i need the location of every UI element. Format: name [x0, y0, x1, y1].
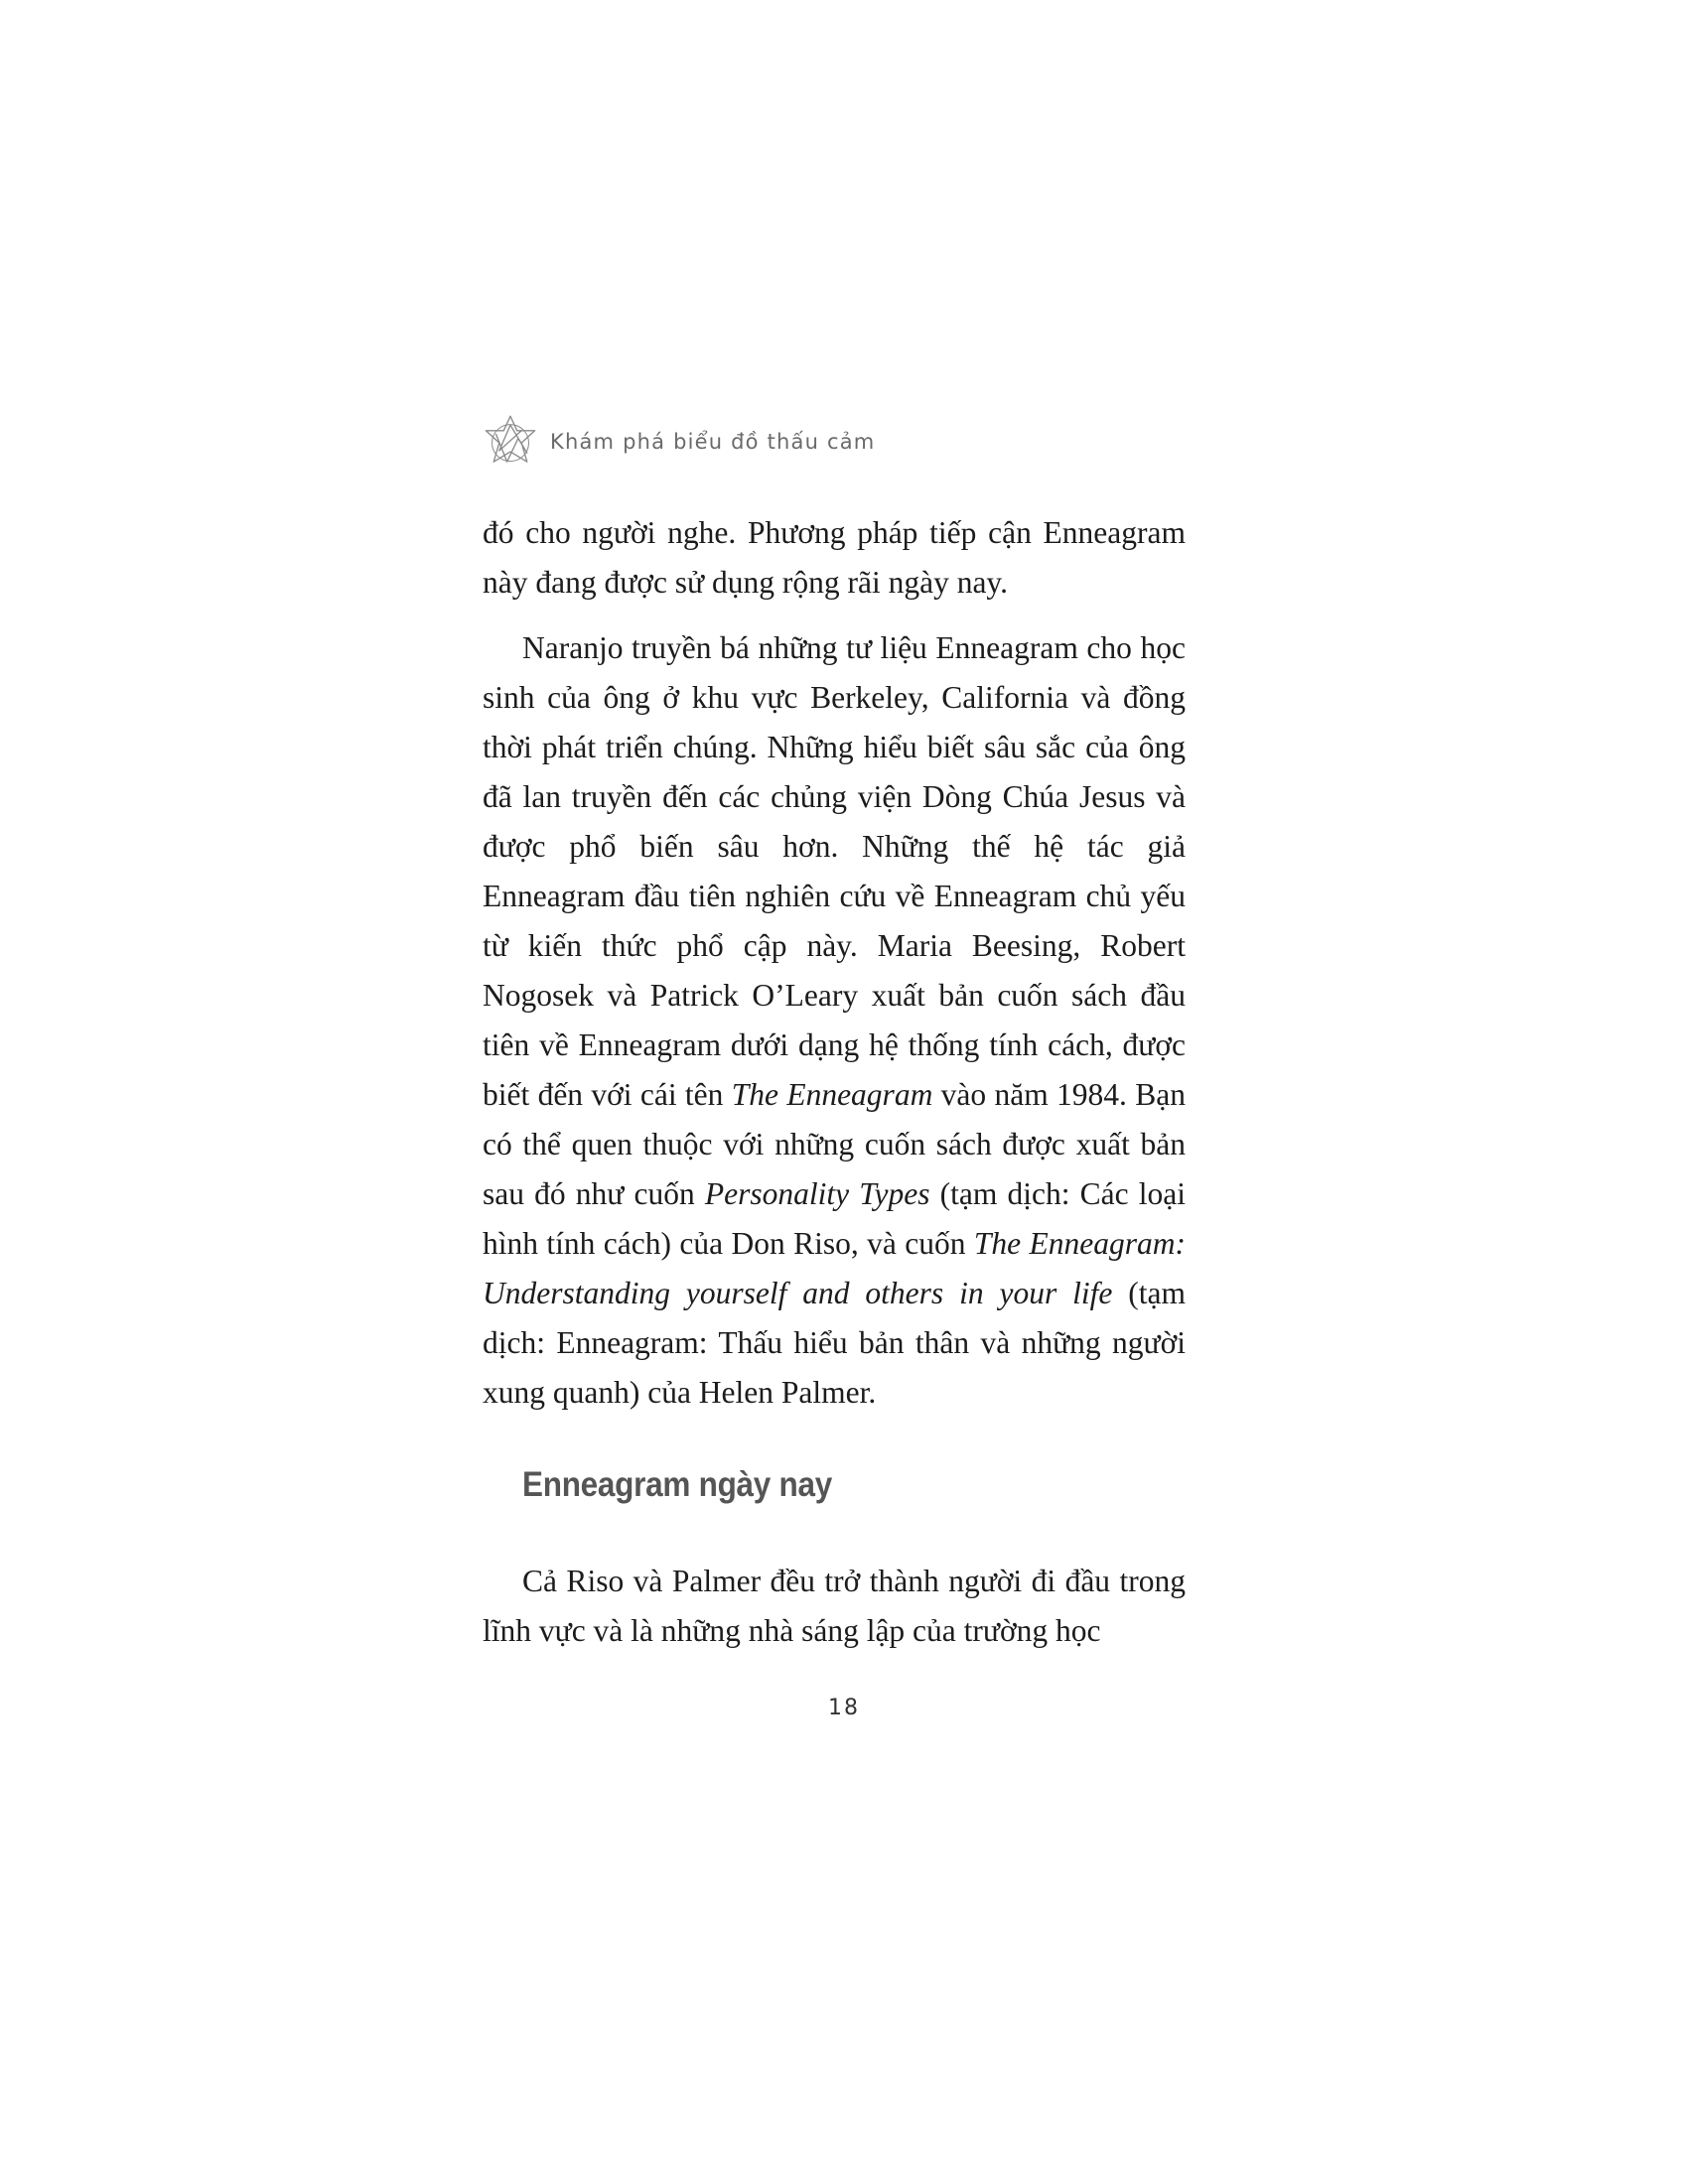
paragraph-naranjo — [483, 623, 1186, 1418]
paragraph-2-text-2: vào năm 1984. Bạn có thể quen thuộc với những cuốn sách được xuất bản sau đó như cuốn — [483, 1077, 1186, 1211]
section-heading: Enneagram ngày nay — [522, 1465, 833, 1504]
book-title-understanding-yourself: The Enneagram: Understanding yourself and others in your life — [483, 1226, 1186, 1310]
running-header-title: Khám phá biểu đồ thấu cảm — [550, 430, 876, 454]
page-number: 18 — [828, 1696, 860, 1720]
paragraph-riso-palmer — [483, 1557, 1186, 1656]
book-title-the-enneagram: The Enneagram — [731, 1077, 933, 1112]
paragraph-3: Cả Riso và Palmer đều trở thành người đi đầu trong lĩnh vực và là những nhà sáng lập của trường học — [483, 1564, 1186, 1648]
running-header — [483, 407, 875, 477]
paragraph-1: đó cho người nghe. Phương pháp tiếp cận Enneagram này đang được sử dụng rộng rãi ngày nay. — [483, 515, 1186, 600]
book-title-personality-types: Personality Types — [704, 1176, 930, 1211]
paragraph-2 — [483, 623, 1186, 1418]
paragraph-2-text-1: Naranjo truyền bá những tư liệu Enneagram cho học sinh của ông ở khu vực Berkeley, California và đồng thời phát triển chúng. Những hiểu biết sâu sắc của ông đã lan truyền đến các chủng viện Dòng Chúa Jesus và được phổ biến sâu hơn. Những thế hệ tác giả Enneagram đầu tiên nghiên cứu về Enneagram chủ yếu từ kiến thức phổ cập này. Maria Beesing, Robert Nogosek và Patrick O’Leary xuất bản cuốn sách đầu tiên về Enneagram dưới dạng hệ thống tính cách, được biết đến với cái tên — [483, 630, 1186, 1112]
paragraph-2-text-4: (tạm dịch: Enneagram: Thấu hiểu bản thân và những người xung quanh) của Helen Palmer. — [483, 1276, 1186, 1410]
paragraph-continuation — [483, 508, 1186, 608]
enneagram-star-icon — [483, 414, 538, 470]
paragraph-2-text-3: (tạm dịch: Các loại hình tính cách) của Don Riso, và cuốn — [483, 1176, 1187, 1261]
